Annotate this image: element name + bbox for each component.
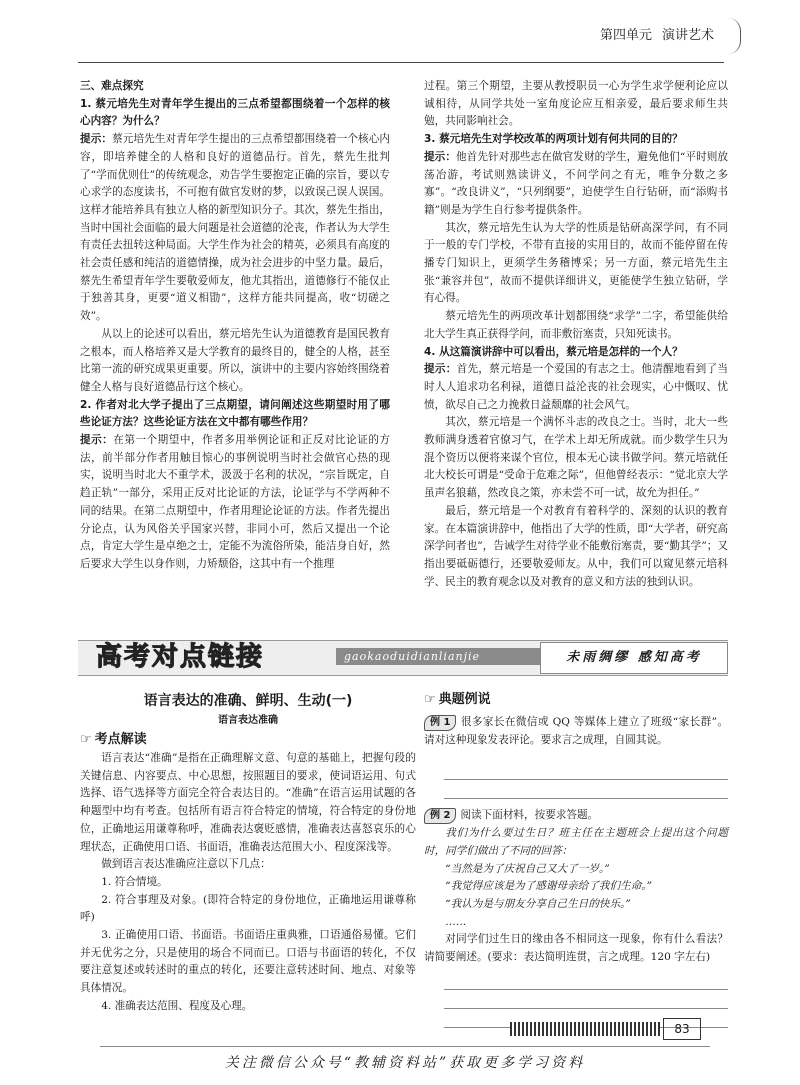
topic-subtitle: 语言表达准确 [218, 715, 278, 726]
answer-3-para-1 [424, 149, 728, 220]
answer-2-text: 在第一个期望中，作者多用举例论证和正反对比论证的方法，前半部分作者用触目惊心的事例说明当时社会做官心热的现实，说明当时北大不重学术，汲汲于名利的状况，“宗旨既定，自趋正轨”一部分，采用正反对比论证的方法，论证学与不学两种不同的结果。在第二点期望中，作者用理论论证的方法。作者先提出分论点，认为风俗关乎国家兴替，非同小可，然后又提出一个论点，肯定大学生是卓绝之士，定能不为流俗所染，能洁身自好，然后要求大学生以身作则，力矫颓俗，这其中有一个推理 [80, 434, 391, 570]
example-2 [424, 807, 728, 825]
answer-line[interactable] [444, 761, 728, 780]
material-quote-1: “当然是为了庆祝自己又大了一岁。” [445, 862, 610, 875]
key-points-heading-text: 考点解读 [94, 732, 147, 747]
example-2-tag: 例 2 [424, 808, 456, 824]
material-quote-2: “我觉得应该是为了感谢母亲给了我们生命。” [445, 880, 652, 893]
example-2-question: 对同学们过生日的缘由各不相同这一现象，你有什么看法？请简要阐述。(要求：表达简明连贯，言之成理。120 字左右) [424, 933, 728, 964]
left-column [80, 78, 390, 574]
section-title: 三、难点探究 [80, 80, 144, 92]
answer-line[interactable] [444, 780, 728, 799]
pointing-hand-icon: ☞ [80, 732, 92, 747]
material-ellipsis: …… [445, 915, 467, 928]
examples-heading-text: 典题例说 [438, 692, 491, 707]
header-curve-decoration [728, 18, 741, 54]
answer-3-para-2: 其次，蔡元培先生认为大学的性质是钻研高深学问，有不同于一般的专门学校，不带有直接的实用目的，故而不能停留在传播专门知识上，更须学生务稽博采；另一方面，蔡元培先生主张“兼容并包”，故而不提供详细讲义，更能使学生独立钻研，学有心得。 [424, 221, 728, 305]
answer-4-para-2: 其次，蔡元培是一个满怀斗志的改良之士。当时，北大一些教师满身透着官僚习气，在学术上却无所成就。而少数学生只为混个资历以便将来谋个官位，根本无心读书做学问。蔡元培就任北大校长可谓是“受命于危难之际”，但他曾经表示：“觉北京大学虽声名狼藉，然改良之策，亦未尝不可一试，故允为担任。” [424, 416, 728, 500]
question-3: 3. 蔡元培先生对学校改革的两项计划有何共同的目的？ [424, 133, 683, 146]
answer-4-para-1 [424, 361, 728, 414]
hint-label: 提示： [424, 363, 457, 376]
hint-label: 提示： [424, 150, 456, 163]
pointing-hand-icon: ☞ [424, 692, 436, 707]
footer-hatch-bar [510, 1022, 660, 1036]
hint-label: 提示： [80, 133, 113, 146]
topic-title: 语言表达的准确、鲜明、生动(一) [143, 693, 353, 709]
answer-line[interactable] [444, 990, 728, 1009]
example-1 [424, 714, 728, 749]
key-points-para-1: 语言表达“准确”是指在正确理解文意、句意的基础上，把握句段的关键信息、内容要点、中心思想，按照题目的要求，使词语运用、句式选择、语气选择等方面完全符合表达目的。“准确”在语言运用试题的各种题型中均有考查。包括所有语言符合特定的情境，符合特定的身份地位，正确地运用谦尊称呼，准确表达褒贬感情，准确表达喜怒哀乐的心理状态，正确使用口语、书面语，准确表达范围大小、程度深浅等。 [80, 752, 416, 853]
header-rule [78, 62, 724, 63]
lower-right-column [424, 690, 728, 1028]
example-1-tag: 例 1 [424, 715, 456, 731]
answer-1-para-1 [80, 131, 390, 326]
answer-3-text: 他首先针对那些志在做官发财的学生，避免他们“平时则放荡冶游，考试则熟读讲义，不问学问之有无，唯争分数之多寡”。“改良讲义”，“只列纲要”，迫使学生自行钻研，而“添购书籍”则是为学生自行参考提供条件。 [424, 150, 729, 216]
answer-4-text: 首先，蔡元培是一个爱国的有志之士。他清醒地看到了当时人人追求功名利禄，道德日益沦丧的社会现实，心中慨叹、忧愤，欲尽自己之力挽救日益颓靡的社会风气。 [424, 363, 729, 411]
question-2: 2. 作者对北大学子提出了三点期望，请问阐述这些期望时用了哪些论证方法？这些论证方法在文中都有哪些作用？ [80, 398, 390, 429]
example-2-text: 阅读下面材料，按要求答题。 [460, 809, 599, 822]
banner-pinyin: gaokaoduidianlianjie [336, 648, 540, 665]
material-quote-3: “我认为是与朋友分享自己生日的快乐。” [445, 897, 631, 910]
unit-title: 演讲艺术 [662, 28, 715, 43]
answer-1-para-2: 从以上的论述可以看出，蔡元培先生认为道德教育是国民教育之根本，而人格培养又是大学教育的最终目的，健全的人格，甚至比第一流的研究成果更重要。所以，演讲中的主要内容始终围绕着健全人格与良好道德品行这个核心。 [80, 327, 390, 393]
lower-left-column [80, 690, 416, 1016]
key-point-item-3: 3. 正确使用口语、书面语。书面语庄重典雅，口语通俗易懂。它们并无优劣之分，只是使用的场合不同而已。口语与书面语的转化，不仅要注意复述或转述时的重点的转化，还要注意转述时间、地点、对象等具体情况。 [80, 929, 416, 995]
right-column [424, 78, 728, 591]
answer-1-text: 蔡元培先生对青年学生提出的三点希望都围绕着一个核心内容，即培养健全的人格和良好的道德品行。首先，蔡先生批判了“学而优则仕”的传统观念，劝告学生要抱定正确的宗旨，要以专心求学的态度读书，不可抱有做官发财的梦，以致误己误人误国。这样才能培养具有独立人格的新型知识分子。其次，蔡先生指出，当时中国社会面临的最大问题是社会道德的沦丧，作者认为大学生有责任去扭转这种局面。大学生作为社会的精英，必须具有高度的社会责任感和纯洁的道德情操，成为社会进步的中坚力量。最后，蔡先生希望青年学生要敬爱师友，他尤其指出，道德修行不能仅止于独善其身，更要“道义相勖”，这样方能共同提高，收“切磋之效”。 [80, 133, 391, 323]
question-1: 1. 蔡元培先生对青年学生提出的三点希望都围绕着一个怎样的核心内容？为什么？ [80, 97, 390, 128]
examples-heading [424, 690, 728, 710]
answer-2-continued: 过程。第三个期望，主要从教授职员一心为学生求学便利论应以诚相待，从同学共处一室角度论应互相亲爱，最后要求师生共勉，共同影响社会。 [424, 80, 728, 128]
answer-line[interactable] [444, 971, 728, 990]
answer-3-para-3: 蔡元培先生的两项改革计划都围绕“求学”二字，希望能供给北大学生真正获得学问，而非敷衍塞责，只知死读书。 [424, 310, 728, 340]
question-4: 4. 从这篇演讲辞中可以看出，蔡元培是怎样的一个人？ [424, 345, 683, 358]
running-header [600, 24, 714, 43]
key-point-item-4: 4. 准确表达范围、程度及心理。 [101, 999, 253, 1012]
answer-2-para-1 [80, 432, 390, 574]
footer-rule [100, 1046, 710, 1047]
key-points-para-2: 做到语言表达准确应注意以下几点： [101, 858, 271, 871]
banner-title: 高考对点链接 [96, 642, 265, 672]
key-point-item-2: 2. 符合事理及对象。(即符合特定的身份地位，正确地运用谦尊称呼) [80, 893, 416, 924]
key-points-heading [80, 730, 416, 750]
material-para-1: 我们为什么要过生日？班主任在主题班会上提出这个问题时，同学们做出了不同的回答： [424, 827, 728, 857]
example-1-text: 很多家长在微信或 QQ 等媒体上建立了班级“家长群”。请对这种现象发表评论。要求言之成理，自圆其说。 [424, 716, 728, 746]
unit-label: 第四单元 [600, 28, 653, 43]
answer-4-para-3: 最后，蔡元培是一个对教育有着科学的、深刻的认识的教育家。在本篇演讲辞中，他指出了大学的性质，即“大学者，研究高深学问者也”，告诫学生对待学业不能敷衍塞责，要“勤其学”；又指出要砥砺德行，还要敬爱师友。从中，我们可以窥见蔡元培科学、民主的教育观念以及对教育的意义和方法的独到认识。 [424, 504, 728, 588]
key-point-item-1: 1. 符合情境。 [101, 875, 168, 888]
page-number: 83 [663, 1018, 701, 1040]
banner-slogan: 未雨绸缪 感知高考 [540, 642, 728, 674]
footer-note: 关注微信公众号“教辅资料站”获取更多学习资料 [224, 1055, 586, 1071]
hint-label: 提示： [80, 434, 114, 447]
